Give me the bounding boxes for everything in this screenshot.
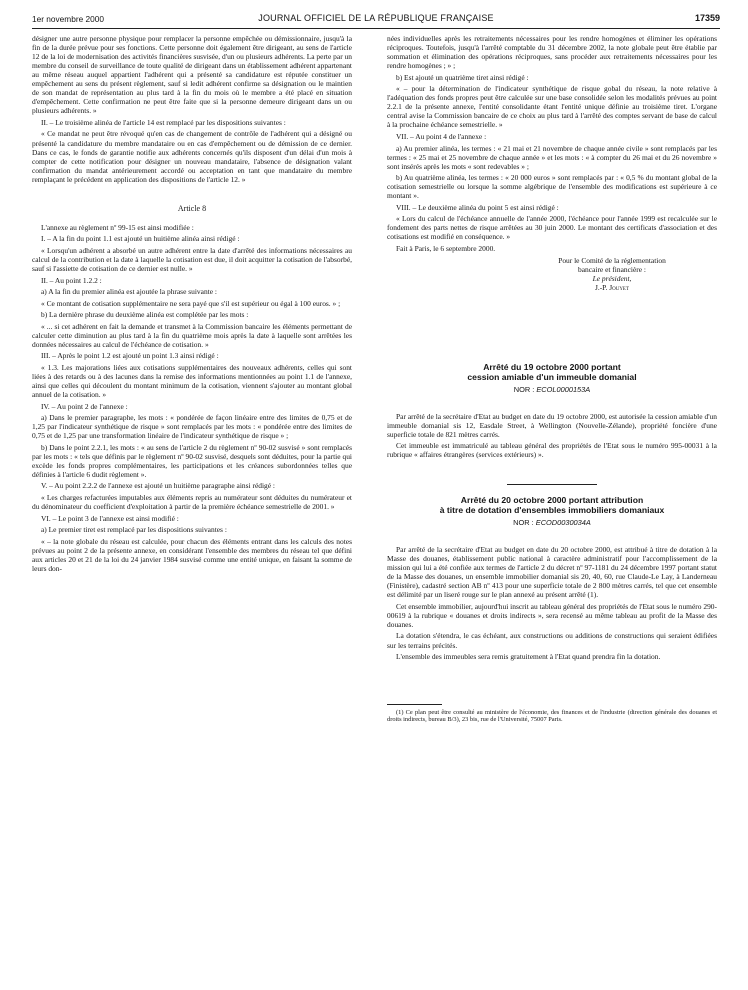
paragraph: « Les charges refacturées imputables aux éléments repris au numérateur sont déduites du numérateur et du dénominateur du coefficient d'exploitation à partir de la première échéance semestrielle de 2001. » [32, 493, 352, 512]
paragraph: VII. – Au point 4 de l'annexe : [396, 131, 487, 141]
paragraph: VIII. – Le deuxième alinéa du point 5 est ainsi rédigé : [396, 202, 559, 212]
spacer [387, 664, 717, 704]
paragraph: b) Au quatrième alinéa, les termes : « 20 000 euros » sont remplacés par : « 0,5 % du montant global de la cotisation semestrielle ou lorsque la somme algébrique de l'ensemble des modifications est supérieure à ce montant ». [387, 173, 717, 201]
paragraph: Cet immeuble est immatriculé au tableau général des propriétés de l'Etat sous le numéro 995-00031 à la rubrique « affaires étrangères (services extérieurs) ». [387, 441, 717, 460]
footnote: (1) Ce plan peut être consulté au ministère de l'économie, des finances et de l'industrie (direction générale des douanes et droits indirects, bureau B/3), 23 bis, rue de l'Université, 75007 Paris. [387, 708, 717, 724]
paragraph: b) La dernière phrase du deuxième alinéa est complétée par les mots : [41, 310, 249, 320]
paragraph: a) Le premier tiret est remplacé par les dispositions suivantes : [41, 525, 227, 535]
nor-label: NOR : [513, 518, 534, 527]
paragraph: b) Est ajouté un quatrième tiret ainsi rédigé : [396, 72, 529, 82]
footnote-rule [387, 704, 442, 705]
paragraph: Cet ensemble immobilier, aujourd'hui inscrit au tableau général des propriétés de l'Etat sous le numéro 290-00619 à la rubrique « douanes et droits indirects », sera recensé au même tableau au profit de la Masse des douanes. [387, 601, 717, 629]
paragraph: Par arrêté de la secrétaire d'Etat au budget en date du 19 octobre 2000, est autorisée la cession amiable d'un immeuble domanial sis 12, Easdale Street, à Wellington (Nouvelle-Zélande), propriété foncière d'une superficie totale de 821 mètres carrés. [387, 411, 717, 439]
paragraph: « – pour la détermination de l'indicateur synthétique de risque gobal du réseau, la note relative à l'adéquation des fonds propres peut être calculée sur une base consolidée selon les modalités prévues au point 2.2.1 de la présente annexe, l'entité consolidante étant l'entité unique définie au troisième tiret. L'organe central avise la Commission bancaire de ce choix au plus tard à l'arrêté des comptes servant de base de calcul à la prochaine échéance semestrielle. » [387, 84, 717, 130]
article-heading: Article 8 [177, 203, 207, 213]
paragraph: « Lors du calcul de l'échéance annuelle de l'année 2000, l'échéance pour l'année 1999 est recalculée sur le fondement des parts nettes de risque arrêtées au 30 juin 2000. Le montant des certificats d'association et des cotisations est modifié en conséquence. » [387, 214, 717, 242]
paragraph: La dotation s'étendra, le cas échéant, aux constructions ou additions de constructions qui seraient édifiées sur les terrains précités. [387, 631, 717, 650]
paragraph: II. – Au point 1.2.2 : [41, 275, 102, 285]
paragraph: L'annexe au règlement nº 99-15 est ainsi modifiée : [41, 222, 194, 232]
decree-title: Arrêté du 19 octobre 2000 portant [483, 361, 621, 372]
paragraph: L'ensemble des immeubles sera remis gratuitement à l'Etat quand prendra fin la dotation. [396, 652, 661, 662]
paragraph: « Ce mandat ne peut être révoqué qu'en cas de changement de contrôle de l'adhérent qui a désigné ou présenté la candidature du membre mandataire ou en cas d'empêchement ou de démission de ce dernier. Dans ce cas, le fonds de garantie notifie aux adhérents concernés qu'ils disposent d'un délai d'un mois à compter de cette notification pour désigner un nouveau mandataire, l'absence de désignation valant confirmation du mandat antérieurement accordé ou acceptation en tant que mandataire du membre remplaçant le précédent en application des dispositions de l'article 12. » [32, 129, 352, 184]
left-column [32, 34, 352, 575]
paragraph: a) A la fin du premier alinéa est ajoutée la phrase suivante : [41, 287, 217, 297]
decree-title: cession amiable d'un immeuble domanial [467, 371, 637, 382]
right-column [387, 34, 717, 726]
nor-code: ECOL0000153A [536, 384, 591, 394]
paragraph: « – la note globale du réseau est calculée, pour chacun des éléments entrant dans les calculs des notes prévues au point 2 de la présente annexe, en considérant l'ensemble des membres du réseau tel que défini aux articles 20 et 21 de la loi du 24 janvier 1984 susvisé comme une entité unique, en faisant la somme de leurs don- [32, 536, 352, 573]
paragraph: VI. – Le point 3 de l'annexe est ainsi modifié : [41, 513, 179, 523]
decree-title: à titre de dotation d'ensembles immobiliers domaniaux [439, 505, 665, 515]
spacer [387, 292, 717, 362]
paragraph: désigner une autre personne physique pour remplacer la personne empêchée ou démissionnaire, jusqu'à la fin de la durée prévue pour ses fonctions. Cette personne doit également être dirigeant, au sens de l'article 12 de la loi de modernisation des activités financières susvisée, d'un ou plusieurs adhérents. La perte par un membre du conseil de surveillance de toute qualité de dirigeant dans un établissement adhérent appartenant au même réseau auquel appartient l'adhérent qui a présenté sa candidature est réputée constituer un empêchement au sens du présent règlement, sauf si ledit adhérent confirme sa désignation ou le maintien de son mandat de représentation au plus tard à la fin du mois où le membre a été placé en situation d'empêchement. Cette confirmation ne peut être faite que si la personne demeure dirigeant dans un ou plusieurs adhérents. » [32, 34, 352, 116]
header-rule [32, 28, 720, 29]
paragraph: « ... si cet adhérent en fait la demande et transmet à la Commission bancaire les éléments permettant de calculer cette diminution au plus tard à la fin du quatrième mois après la date à laquelle sont arrêtées les données nécessaires au calcul de l'échéance de cotisation. » [32, 321, 352, 349]
paragraph: II. – Le troisième alinéa de l'article 14 est remplacé par les dispositions suivantes : [41, 117, 286, 127]
spacer [387, 485, 717, 495]
paragraph: nées individuelles après les retraitements nécessaires pour les rendre homogènes et éliminer les opérations réciproques. Toutefois, jusqu'à l'arrêté comptable du 31 décembre 2002, la note globale peut être établie par sommation et élimination des opérations réciproques, sans procéder aux retraitements nécessaires pour les rendre homogènes ; » ; [387, 34, 717, 71]
paragraph: a) Dans le premier paragraphe, les mots : « pondérée de façon linéaire entre des limites de 0,75 et de 1,25 par l'indicateur synthétique de risque » sont remplacés par les mots : « pondérée entre des limites de 0,75 et de 1,25 par une transformation linéaire de l'indicateur synthétique de risque » ; [32, 413, 352, 441]
paragraph: Par arrêté de la secrétaire d'Etat au budget en date du 20 octobre 2000, est attribué à titre de dotation à la Masse des douanes, établissement public national à caractère administratif pour l'accomplissement de la mission qui lui a été confiée aux termes de l'article 2 du décret nº 97-1181 du 24 décembre 1997 portant statut de la Masse des douanes, un ensemble immobilier domanial sis 20, 40, 60, rue Claude-Le Lay, à Landerneau (Finistère), cadastré section AB nº 413 pour une superficie totale de 2 800 mètres carrés, tel que cet ensemble est délimité par un liseré rouge sur le plan annexé au présent arrêté (1). [387, 545, 717, 600]
paragraph: a) Au premier alinéa, les termes : « 21 mai et 21 novembre de chaque année civile » sont remplacés par les termes : « 25 mai et 25 novembre de chaque année » et les mots : « à compter du 26 mai et du 26 novembre » sont insérés après les mots « sont redevables » ; [387, 143, 717, 171]
nor-label: NOR : [513, 384, 535, 394]
decree-title: Arrêté du 20 octobre 2000 portant attribution [460, 495, 644, 505]
nor-code: ECOD0030034A [535, 518, 591, 527]
paragraph: « 1.3. Les majorations liées aux cotisations supplémentaires des nouveaux adhérents, celles qui sont liées à des retards ou à des lacunes dans la remise des informations mentionnées au point 1.1 de l'annexe, ainsi que celles qui découlent du montant minimum de la cotisation, viennent s'ajouter au montant global annuel de la cotisation. » [32, 362, 352, 400]
paragraph: I. – A la fin du point 1.1 est ajouté un huitième alinéa ainsi rédigé : [41, 234, 240, 244]
paragraph: « Lorsqu'un adhérent a absorbé un autre adhérent entre la date d'arrêté des informations nécessaires au calcul de la contribution et la date à laquelle la cotisation est due, il doit acquitter la cotisation de l'absorbé, sauf si l'assiette de cotisation de ce dernier est nulle. » [32, 245, 352, 273]
signature-line: Pour le Comité de la réglementation [558, 255, 666, 265]
paragraph: IV. – Au point 2 de l'annexe : [41, 401, 128, 411]
signatory-name: J.-P. Jouyet [594, 282, 630, 292]
signature-line: bancaire et financière : [578, 264, 646, 274]
signature-block [507, 256, 717, 292]
paragraph: « Ce montant de cotisation supplémentaire ne sera payé que s'il est supérieur ou égal à 100 euros. » ; [41, 298, 341, 308]
header-page-number: 17359 [694, 13, 720, 23]
header-date: 1er novembre 2000 [32, 14, 104, 24]
header-journal-title: JOURNAL OFFICIEL DE LA RÉPUBLIQUE FRANÇAISE [258, 13, 494, 23]
spacer [387, 462, 717, 484]
paragraph: V. – Au point 2.2.2 de l'annexe est ajouté un huitième paragraphe ainsi rédigé : [41, 481, 275, 491]
nor-reference [387, 385, 717, 394]
paragraph: Fait à Paris, le 6 septembre 2000. [396, 243, 496, 253]
nor-reference [387, 518, 717, 527]
page-header [32, 12, 720, 28]
paragraph: b) Dans le point 2.2.1, les mots : « au sens de l'article 2 du règlement nº 90-02 susvisé » sont remplacés par les mots : « tels que définis par le règlement nº 90-02 susvisé, desquels sont déduites, pour la partie qui excède les fonds propres complémentaires, les participations et les créances subordonnées telles que définies à l'article 6 dudit règlement ». [32, 442, 352, 479]
paragraph: III. – Après le point 1.2 est ajouté un point 1.3 ainsi rédigé : [41, 351, 219, 361]
signature-role: Le président, [592, 273, 632, 283]
